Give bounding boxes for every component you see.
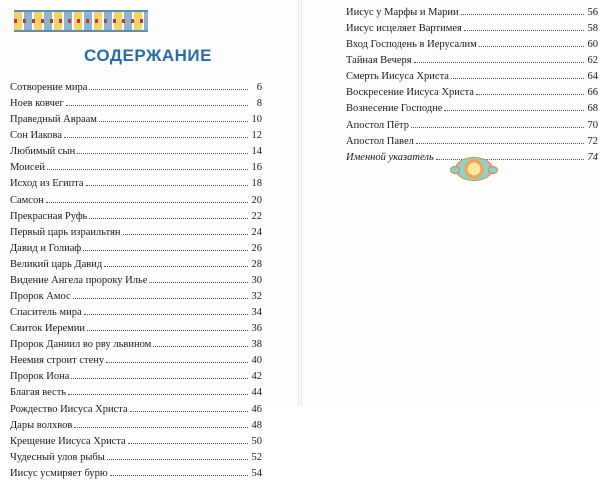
toc-entry-page-number: 26 bbox=[251, 242, 262, 254]
toc-entry-page-number: 22 bbox=[251, 210, 262, 222]
toc-dot-leader bbox=[47, 169, 248, 170]
toc-list-left bbox=[10, 80, 262, 482]
toc-entry-page-number: 32 bbox=[251, 291, 262, 303]
toc-entry bbox=[346, 69, 598, 85]
toc-entry bbox=[10, 305, 262, 321]
toc-entry-title: Ноев ковчег bbox=[10, 98, 64, 110]
toc-dot-leader bbox=[73, 298, 248, 299]
toc-entry-page-number: 10 bbox=[251, 114, 262, 126]
toc-entry-title: Тайная Вечеря bbox=[346, 55, 412, 67]
toc-entry-title: Дары волхвов bbox=[10, 419, 73, 431]
page-title: СОДЕРЖАНИЕ bbox=[84, 46, 212, 65]
toc-dot-leader bbox=[77, 153, 248, 154]
toc-entry-title: Смерть Иисуса Христа bbox=[346, 71, 449, 83]
toc-entry-title: Воскресение Иисуса Христа bbox=[346, 87, 474, 99]
toc-entry-title: Давид и Голиаф bbox=[10, 242, 82, 254]
toc-dot-leader bbox=[444, 110, 584, 111]
toc-list-right bbox=[346, 5, 598, 166]
toc-dot-leader bbox=[99, 121, 248, 122]
toc-dot-leader bbox=[130, 411, 248, 412]
toc-entry-page-number: 34 bbox=[251, 307, 262, 319]
toc-entry bbox=[10, 450, 262, 466]
toc-entry-page-number: 74 bbox=[587, 151, 598, 163]
toc-dot-leader bbox=[87, 330, 248, 331]
toc-entry bbox=[10, 128, 262, 144]
toc-entry-page-number: 28 bbox=[251, 258, 262, 270]
toc-dot-leader bbox=[106, 362, 248, 363]
toc-dot-leader bbox=[123, 234, 248, 235]
toc-entry-title: Любимый сын bbox=[10, 146, 76, 158]
toc-entry bbox=[10, 96, 262, 112]
toc-entry-page-number: 50 bbox=[251, 435, 262, 447]
toc-entry-page-number: 20 bbox=[251, 194, 262, 206]
toc-entry-title: Свиток Иеремии bbox=[10, 323, 86, 335]
toc-entry-page-number: 40 bbox=[251, 355, 262, 367]
toc-entry-title: Чудесный улов рыбы bbox=[10, 451, 105, 463]
toc-entry-page-number: 6 bbox=[256, 82, 262, 93]
toc-entry-title: Моисей bbox=[10, 162, 46, 174]
toc-entry bbox=[10, 160, 262, 176]
toc-dot-leader bbox=[74, 427, 248, 428]
toc-dot-leader bbox=[451, 78, 584, 79]
toc-dot-leader bbox=[464, 30, 584, 31]
decorative-emblem bbox=[456, 158, 492, 180]
toc-dot-leader bbox=[416, 143, 584, 144]
toc-dot-leader bbox=[64, 137, 248, 138]
toc-entry-page-number: 12 bbox=[251, 130, 262, 142]
toc-dot-leader bbox=[46, 202, 248, 203]
toc-entry-page-number: 70 bbox=[587, 119, 598, 131]
toc-entry-page-number: 72 bbox=[587, 135, 598, 147]
toc-entry bbox=[10, 209, 262, 225]
toc-dot-leader bbox=[86, 185, 248, 186]
toc-entry-page-number: 36 bbox=[251, 323, 262, 335]
toc-entry-page-number: 48 bbox=[251, 419, 262, 431]
toc-entry-title: Иисус усмиряет бурю bbox=[10, 467, 108, 479]
toc-entry-title: Неемия строит стену bbox=[10, 355, 105, 367]
toc-entry-page-number: 46 bbox=[251, 403, 262, 415]
toc-dot-leader bbox=[414, 62, 584, 63]
toc-dot-leader bbox=[71, 378, 248, 379]
toc-entry-title: Апостол Пётр bbox=[346, 119, 410, 131]
toc-entry-page-number: 14 bbox=[251, 146, 262, 158]
toc-entry-title: Крещение Иисуса Христа bbox=[10, 435, 126, 447]
toc-dot-leader bbox=[461, 14, 584, 15]
toc-dot-leader bbox=[84, 314, 248, 315]
toc-dot-leader bbox=[479, 46, 584, 47]
toc-entry bbox=[346, 53, 598, 69]
toc-entry-page-number: 62 bbox=[587, 55, 598, 67]
toc-entry-page-number: 44 bbox=[251, 387, 262, 399]
toc-entry bbox=[10, 418, 262, 434]
toc-entry bbox=[10, 337, 262, 353]
toc-entry-title: Апостол Павел bbox=[346, 135, 414, 147]
toc-dot-leader bbox=[83, 250, 248, 251]
toc-entry-page-number: 64 bbox=[587, 71, 598, 83]
toc-entry-page-number: 66 bbox=[587, 87, 598, 99]
toc-entry bbox=[10, 193, 262, 209]
toc-entry-page-number: 58 bbox=[587, 23, 598, 35]
toc-entry bbox=[346, 134, 598, 150]
toc-entry-page-number: 18 bbox=[251, 178, 262, 190]
toc-entry-title: Вознесение Господне bbox=[346, 103, 443, 115]
toc-entry bbox=[10, 353, 262, 369]
toc-dot-leader bbox=[104, 266, 248, 267]
toc-dot-leader bbox=[411, 127, 584, 128]
toc-entry bbox=[10, 289, 262, 305]
toc-entry-title: Иисус исцеляет Вартимея bbox=[346, 23, 462, 35]
toc-entry bbox=[346, 118, 598, 134]
toc-dot-leader bbox=[128, 443, 248, 444]
toc-entry bbox=[10, 321, 262, 337]
toc-entry-page-number: 38 bbox=[251, 339, 262, 351]
toc-dot-leader bbox=[66, 105, 248, 106]
toc-entry-title: Самсон bbox=[10, 194, 44, 206]
toc-entry-title: Вход Господень в Иерусалим bbox=[346, 39, 477, 51]
toc-entry-title: Великий царь Давид bbox=[10, 258, 103, 270]
toc-entry-page-number: 54 bbox=[251, 467, 262, 479]
toc-entry-title: Сон Иакова bbox=[10, 130, 63, 142]
toc-dot-leader bbox=[110, 475, 248, 476]
toc-dot-leader bbox=[476, 94, 584, 95]
toc-entry bbox=[10, 176, 262, 192]
toc-entry-page-number: 8 bbox=[256, 98, 262, 110]
toc-dot-leader bbox=[436, 159, 584, 160]
decorative-ornament-band bbox=[14, 10, 148, 32]
toc-entry-title: Именной указатель bbox=[346, 151, 434, 163]
toc-entry-title: Сотворение мира bbox=[10, 82, 88, 93]
toc-entry-title: Иисус у Марфы и Марии bbox=[346, 7, 459, 18]
toc-entry-title: Спаситель мира bbox=[10, 307, 82, 319]
toc-entry-title: Пророк Иона bbox=[10, 371, 70, 383]
toc-dot-leader bbox=[107, 459, 248, 460]
toc-entry bbox=[10, 385, 262, 401]
toc-entry-title: Первый царь израильтян bbox=[10, 226, 121, 238]
toc-dot-leader bbox=[89, 218, 248, 219]
toc-entry bbox=[10, 225, 262, 241]
toc-entry-page-number: 16 bbox=[251, 162, 262, 174]
toc-entry bbox=[10, 144, 262, 160]
toc-entry-page-number: 68 bbox=[587, 103, 598, 115]
toc-entry-title: Видение Ангела пророку Илье bbox=[10, 274, 148, 286]
toc-entry-title: Рождество Иисуса Христа bbox=[10, 403, 128, 415]
toc-entry bbox=[10, 257, 262, 273]
toc-entry-page-number: 24 bbox=[251, 226, 262, 238]
toc-dot-leader bbox=[89, 89, 248, 90]
toc-entry-page-number: 56 bbox=[587, 7, 598, 18]
toc-entry bbox=[10, 241, 262, 257]
toc-entry bbox=[10, 434, 262, 450]
toc-entry bbox=[346, 37, 598, 53]
toc-entry-page-number: 42 bbox=[251, 371, 262, 383]
toc-entry-page-number: 60 bbox=[587, 39, 598, 51]
toc-entry-title: Прекрасная Руфь bbox=[10, 210, 88, 222]
toc-entry-title: Пророк Даниил во рву львином bbox=[10, 339, 152, 351]
toc-dot-leader bbox=[153, 346, 248, 347]
toc-entry-page-number: 52 bbox=[251, 451, 262, 463]
toc-entry bbox=[10, 402, 262, 418]
toc-entry bbox=[10, 112, 262, 128]
toc-entry-title: Исход из Египта bbox=[10, 178, 84, 190]
toc-entry bbox=[10, 273, 262, 289]
toc-entry bbox=[346, 85, 598, 101]
left-page bbox=[0, 0, 298, 479]
toc-dot-leader bbox=[68, 394, 248, 395]
toc-dot-leader bbox=[149, 282, 248, 283]
toc-entry-title: Пророк Амос bbox=[10, 291, 71, 303]
toc-entry-page-number: 30 bbox=[251, 274, 262, 286]
toc-entry bbox=[346, 21, 598, 37]
toc-entry-title: Праведный Авраам bbox=[10, 114, 97, 126]
toc-entry bbox=[346, 101, 598, 117]
toc-entry-title: Благая весть bbox=[10, 387, 67, 399]
toc-entry bbox=[10, 369, 262, 385]
toc-entry bbox=[346, 5, 598, 21]
toc-entry bbox=[10, 80, 262, 96]
toc-entry bbox=[10, 466, 262, 482]
